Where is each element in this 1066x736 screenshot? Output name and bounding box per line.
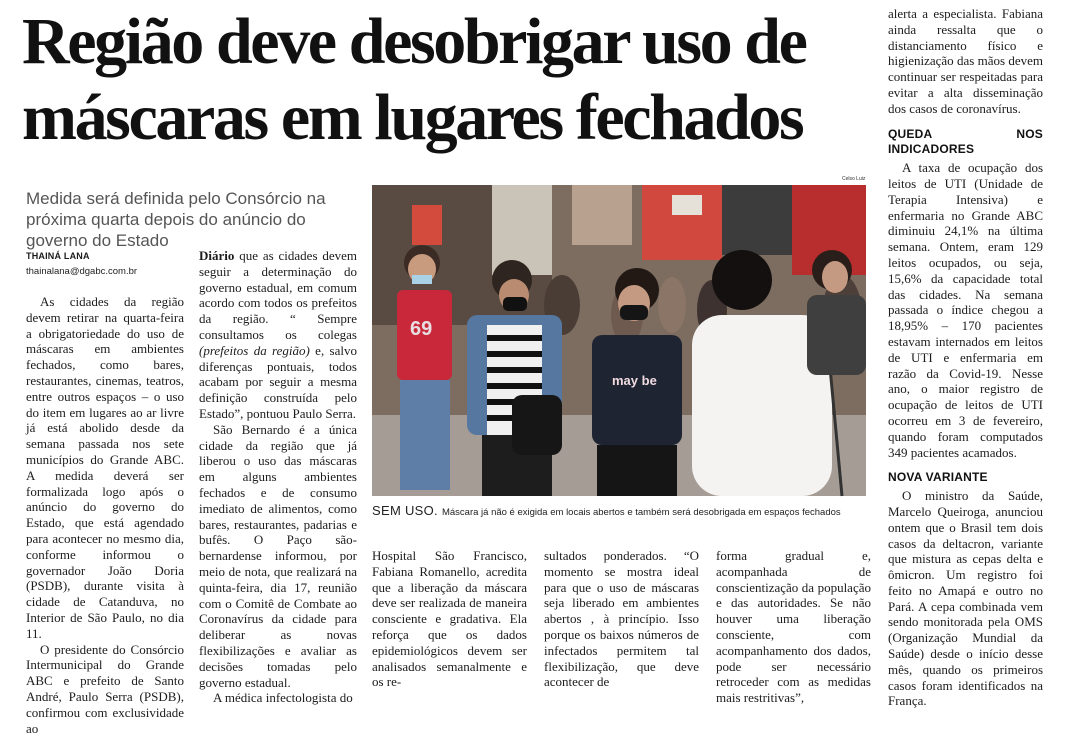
paragraph	[199, 248, 357, 422]
article-column-1	[26, 294, 184, 736]
article-column-5	[716, 548, 871, 706]
author-email: thainalana@dgabc.com.br	[26, 266, 138, 277]
headline: Região deve desobrigar uso de máscaras em lugares fechados	[22, 5, 806, 154]
photo-caption	[372, 503, 872, 518]
paragraph: Hospital São Francisco, Fabiana Romanello, acredita que a liberação da máscara deve ser realizada de maneira consciente e gradativa. Ela reforça que os dados epidemiológicos devem ser analisados semanalmente e os re-	[372, 548, 527, 690]
paragraph: O ministro da Saúde, Marcelo Queiroga, anunciou ontem que o Brasil tem dois casos da deltacron, variante que mistura as cepas delta e ômicron. Um registro foi feito no Amapá e outro no Pará. A cepa combinada vem sendo monitorada pela OMS (Organização Mundial da Saúde) desde o início desse mês, quando os primeiros casos foram identificados na França.	[888, 488, 1043, 709]
paragraph: A taxa de ocupação dos leitos de UTI (Unidade de Terapia Intensiva) e enfermaria no Grande ABC diminuiu 24,1% na última semana. Ontem, eram 129 leitos ocupados, ou seja, 15,6% da capacidade total das cidades. Na semana passada o índice chegou a 18,95% – 170 pacientes estavam internados em leitos de UTI e enfermaria em razão da Covid-19. Nesse ano, o maior registro de ocupação de leitos de UTI ocorreu em 3 de fevereiro, quando foram computados 349 pacientes acamados.	[888, 160, 1043, 460]
photo-illustration	[372, 185, 866, 496]
byline: THAINÁ LANA	[26, 251, 90, 261]
shirt-text: may be	[612, 373, 657, 388]
newspaper-name: Diário	[199, 248, 235, 263]
caption-lead: SEM USO.	[372, 503, 438, 518]
text-run: e, salvo diferenças pontuais, todos acabam por seguir a mesma definição construída pelo Estado”, pontuou Paulo Serra.	[199, 342, 357, 421]
street-crowd-photo	[372, 185, 866, 496]
text-run-italic: (prefeitos da região)	[199, 342, 310, 358]
paragraph: alerta a especialista. Fabiana ainda ressalta que o distanciamento físico e higienização das mãos devem continuar ser respeitadas para evitar a alta disseminação dos casos de coronavírus.	[888, 6, 1043, 116]
paragraph: As cidades da região devem retirar na quarta-feira a obrigatoriedade do uso de máscaras em ambientes fechados, como bares, restaurantes, cinemas, teatros, entre outros espaços – o uso do item em lugares ao ar livre já está abolido desde da semana passada nos sete municípios do Grande ABC. A medida deverá ser formalizada logo após o anúncio do governo do Estado, que está agendado para acontecer no mesmo dia, conforme informou o governador João Doria (PSDB), durante visita à cidade de Catanduva, no Interior de São Paulo, no dia 11.	[26, 294, 184, 641]
subheadline: Medida será definida pelo Consórcio na próxima quarta depois do anúncio do governo do Estado	[26, 189, 326, 250]
paragraph: São Bernardo é a única cidade da região que já liberou o uso das máscaras em alguns ambientes fechados e de consumo imediato de alimentos, como bares, restaurantes, padarias e bufês. O Paço são-bernardense informou, por meio de nota, que realizará na quinta-feira, dia 17, reunião com o Comitê de Combate ao Coronavírus da cidade para deliberar as novas flexibilizações e avaliar as decisões tomadas pelo governo estadual.	[199, 421, 357, 690]
caption-text: Máscara já não é exigida em locais abertos e também será desobrigada em espaços fechados	[441, 507, 841, 518]
article-column-4	[544, 548, 699, 690]
jersey-number: 69	[410, 318, 433, 340]
photo-credit: Celso Luiz	[842, 176, 866, 182]
text-run: que as cidades devem seguir a determinação do governo estadual, em comum acordo com todos os prefeitos da região. “ Sempre consultamos os colegas	[199, 248, 357, 342]
section-heading-indicators: QUEDA NOS INDICADORES	[888, 126, 1043, 157]
paragraph: sultados ponderados. “O momento se mostra ideal para que o uso de máscaras seja liberado em ambientes abertos , à princípio. Isso porque os baixos números de infectados permitem tal flexibilização, que deve acontecer de	[544, 548, 699, 690]
section-heading-variant: NOVA VARIANTE	[888, 470, 988, 485]
article-column-6	[888, 6, 1043, 709]
paragraph: A médica infectologista do	[213, 690, 353, 706]
article-column-3	[372, 548, 527, 690]
paragraph: O presidente do Consórcio Intermunicipal do Grande ABC e prefeito de Santo André, Paulo Serra (PSDB), confirmou com exclusividade ao	[26, 641, 184, 736]
article-column-2	[199, 248, 357, 706]
paragraph: forma gradual e, acompanhada de conscientização da população e das autoridades. Se não houver uma liberação consciente, com acompanhamento dos dados, pode ser necessário retroceder com as medidas mais restritivas”,	[716, 548, 871, 706]
